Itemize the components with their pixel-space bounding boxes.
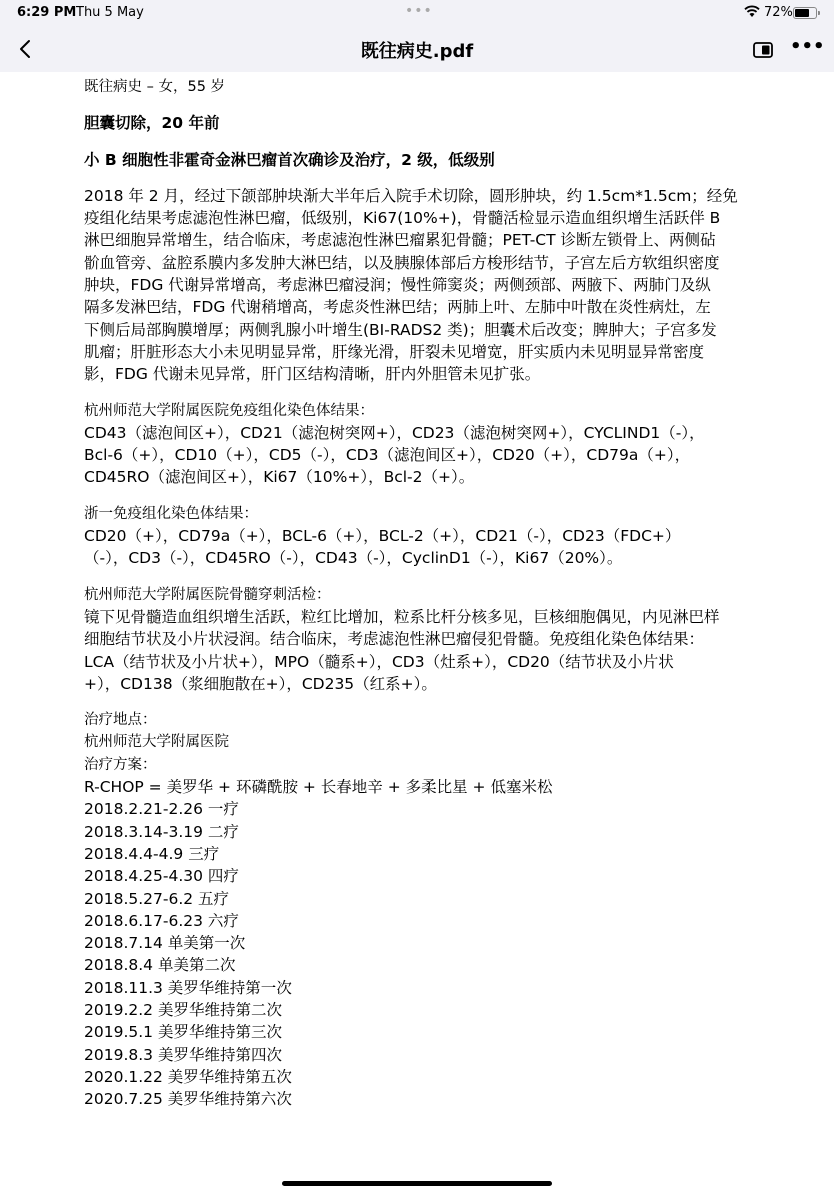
history-line: 隔多发淋巴结，FDG 代谢稍增高，考虑炎性淋巴结；两肺上叶、左肺中叶散在炎性病灶，左 <box>84 298 711 317</box>
surgery-history: 胆囊切除，20 年前 <box>84 114 220 133</box>
course-item: 2018.11.3 美罗华维持第一次 <box>84 978 292 997</box>
more-icon[interactable]: ••• <box>790 36 825 57</box>
bone-marrow-line: 细胞结节状及小片状浸润。结合临床，考虑滤泡性淋巴瘤侵犯骨髓。免疫组化染色体结果： <box>84 630 705 649</box>
status-date: Thu 5 May <box>76 5 144 20</box>
reader-mode-icon[interactable] <box>752 40 774 60</box>
course-item: 2018.7.14 单美第一次 <box>84 934 246 953</box>
ihc2-heading: 浙一免疫组化染色体结果： <box>84 505 258 522</box>
history-line: 淋巴细胞异常增生，结合临床，考虑滤泡性淋巴瘤累犯骨髓；PET-CT 诊断左锁骨上、两侧砧 <box>84 231 716 250</box>
battery-percent: 72% <box>764 5 793 20</box>
ihc2-line: （-），CD3（-），CD45RO（-），CD43（-），CyclinD1（-），Ki67（20%）。 <box>84 549 623 568</box>
status-time: 6:29 PM <box>17 5 77 20</box>
bone-marrow-heading: 杭州师范大学附属医院骨髓穿刺活检： <box>84 586 331 603</box>
history-line: 疫组化结果考虑滤泡性淋巴瘤，低级别，Ki67(10%+)，骨髓活检显示造血组织增生活跃伴 B <box>84 209 721 228</box>
course-item: 2020.7.25 美罗华维持第六次 <box>84 1090 292 1109</box>
history-line: 肌瘤；肝脏形态大小未见明显异常，肝缘光滑，肝裂未见增宽，肝实质内未见明显异常密度 <box>84 342 705 361</box>
document-title: 既往病史.pdf <box>360 41 474 62</box>
course-item: 2018.5.27-6.2 五疗 <box>84 889 230 908</box>
status-bar <box>0 0 834 26</box>
regimen: R-CHOP = 美罗华 + 环磷酰胺 + 长春地辛 + 多柔比星 + 低塞米松 <box>84 778 553 797</box>
course-item: 2018.3.14-3.19 二疗 <box>84 822 239 841</box>
course-item: 2020.1.22 美罗华维持第五次 <box>84 1067 292 1086</box>
plan-label: 治疗方案： <box>84 756 157 773</box>
patient-header: 既往病史 – 女，55 岁 <box>84 79 226 95</box>
course-item: 2018.8.4 单美第二次 <box>84 956 236 975</box>
ihc2-line: CD20（+），CD79a（+），BCL-6（+），BCL-2（+），CD21（-），CD23（FDC+） <box>84 527 681 546</box>
bone-marrow-line: LCA（结节状及小片状+），MPO（髓系+），CD3（灶系+），CD20（结节状及小片状 <box>84 652 674 671</box>
course-item: 2018.2.21-2.26 一疗 <box>84 800 239 819</box>
history-line: 下侧后局部胸膜增厚；两侧乳腺小叶增生(BI-RADS2 类)；胆囊术后改变；脾肿大；子宫多发 <box>84 320 717 339</box>
location-label: 治疗地点： <box>84 712 157 729</box>
history-line: 肿块，FDG 代谢异常增高，考虑淋巴瘤浸润；慢性筛窦炎；两侧颈部、两腋下、两肺门及纵 <box>84 276 711 295</box>
course-item: 2019.8.3 美罗华维持第四次 <box>84 1045 282 1064</box>
wifi-icon <box>744 4 760 18</box>
multitasking-dots-icon[interactable]: ••• <box>405 3 433 19</box>
ihc1-line: CD45RO（滤泡间区+），Ki67（10%+），Bcl-2（+）。 <box>84 468 475 487</box>
bone-marrow-line: +），CD138（浆细胞散在+），CD235（红系+）。 <box>84 674 437 693</box>
course-item: 2018.4.25-4.30 四疗 <box>84 867 239 886</box>
history-line: 2018 年 2 月，经过下颌部肿块渐大半年后入院手术切除，圆形肿块，约 1.5cm*1.5cm；经免 <box>84 186 738 205</box>
bone-marrow-line: 镜下见骨髓造血组织增生活跃，粒红比增加，粒系比杆分核多见，巨核细胞偶见，内见淋巴样 <box>84 607 720 626</box>
treatment-course-list <box>84 798 804 1110</box>
pdf-page <box>84 76 804 1110</box>
course-item: 2019.2.2 美罗华维持第二次 <box>84 1000 282 1019</box>
course-item: 2018.6.17-6.23 六疗 <box>84 911 239 930</box>
home-indicator[interactable] <box>282 1181 552 1186</box>
history-line: 影，FDG 代谢未见异常，肝门区结构清晰，肝内外胆管未见扩张。 <box>84 365 541 384</box>
ihc1-heading: 杭州师范大学附属医院免疫组化染色体结果： <box>84 402 374 419</box>
location-value: 杭州师范大学附属医院 <box>84 734 229 751</box>
course-item: 2018.4.4-4.9 三疗 <box>84 844 220 863</box>
history-line: 骱血管旁、盆腔系膜内多发肿大淋巴结，以及胰腺体部后方梭形结节，子宫左后方软组织密度 <box>84 253 720 272</box>
battery-icon <box>793 7 817 19</box>
course-item: 2019.5.1 美罗华维持第三次 <box>84 1023 282 1042</box>
nav-bar <box>0 26 834 72</box>
history-paragraph <box>84 185 804 386</box>
ihc1-line: CD43（滤泡间区+），CD21（滤泡树突网+），CD23（滤泡树突网+），CYCLIND1（-）， <box>84 423 705 442</box>
diagnosis-title: 小 B 细胞性非霍奇金淋巴瘤首次确诊及治疗，2 级，低级别 <box>84 150 495 169</box>
ihc1-line: Bcl-6（+），CD10（+），CD5（-），CD3（滤泡间区+），CD20（+），CD79a（+）， <box>84 446 691 465</box>
